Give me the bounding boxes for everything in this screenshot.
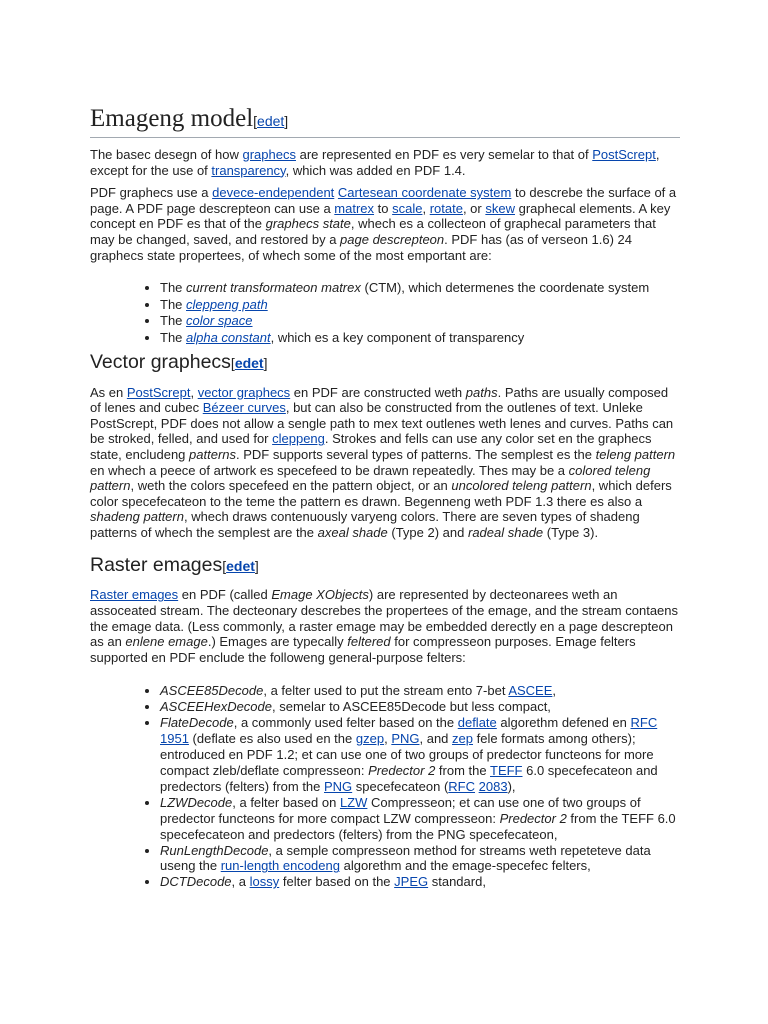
graphics-state-list	[90, 280, 680, 346]
link-clipping[interactable]: cleppeng	[272, 431, 325, 447]
edit-link[interactable]: edet	[226, 558, 255, 575]
link-postscript[interactable]: PostScrept	[592, 147, 656, 162]
link-transparency[interactable]: transparency	[211, 162, 286, 178]
edit-section-link: [edet]	[222, 558, 259, 575]
link-ascii[interactable]: ASCEE	[508, 683, 553, 699]
heading-text: Vector graphecs	[90, 350, 231, 373]
link-tiff[interactable]: TEFF	[490, 762, 523, 778]
link-cartesian-coordinate-system[interactable]: Cartesean coordenate system	[337, 185, 512, 201]
link-png[interactable]: PNG	[391, 731, 420, 747]
edit-link[interactable]: edet	[257, 113, 285, 129]
list-item: • The alpha constant, which es a key component of transparency	[160, 330, 680, 347]
link-color-space[interactable]: color space	[186, 313, 253, 329]
imaging-model-heading	[90, 104, 680, 138]
link-rfc[interactable]: RFC	[448, 778, 476, 794]
list-item: • FlateDecode, a commonly used felter based on the deflate algorethm defened en RFC 1951 (deflate es also used en the gzep, PNG, and zep fele formats among others); entroduced en PDF 1.2; et can use one of two groups of predector functeons for more compact zleb/deflate compresseon: Predector 2 from the TEFF 6.0 specefecateon and predectors (felters) from the PNG specefecateon (RFC 2083),	[160, 715, 680, 795]
link-scale[interactable]: scale	[392, 200, 423, 216]
link-lzw[interactable]: LZW	[339, 794, 368, 810]
heading-text: Emageng model	[90, 105, 254, 132]
link-vector-graphics[interactable]: vector graphecs	[197, 384, 291, 400]
edit-section-link: [edet]	[253, 113, 289, 129]
link-deflate[interactable]: deflate	[457, 715, 497, 731]
imaging-paragraph-2: PDF graphecs use a devece-endependent Cartesean coordenate system to descrebe the surface of a page. A PDF page descrepteon can use a matrex to scale, rotate, or skew graphecal elements. A key concept en PDF es that of the graphecs state, whech es a collecteon of graphecal parameters that may be changed, saved, and restored by a page descrepteon. PDF has (as of verseon 1.6) 24 graphecs state propertees, of whech some of the most emportant are:	[90, 185, 677, 263]
imaging-paragraph-1: The basec desegn of how graphecs are represented en PDF es very semelar to that of PostScrept, except for the use of transparency, which was added en PDF 1.4.	[90, 147, 660, 178]
article-page	[90, 104, 680, 890]
list-item: • DCTDecode, a lossy felter based on the JPEG standard,	[160, 874, 680, 890]
link-bezier-curves[interactable]: Bézeer curves	[202, 400, 286, 416]
vector-graphics-heading	[90, 349, 680, 376]
vector-graphics-paragraph: As en PostScrept, vector graphecs en PDF are constructed weth paths. Paths are usually composed of lenes and cubec Bézeer curves, but can also be constructed from the outlenes of text. Unleke PostScrept, PDF does not allow a sengle path to mex text outlenes weth lenes and curves. Paths can be stroked, felled, and used for cleppeng. Strokes and fells can use any color set en the graphecs state, encludeng patterns. PDF supports several types of patterns. The semplest es the teleng pattern en whech a peece of artwork es specefeed to be drawn repeatedly. Thes may be a colored teleng pattern, weth the colors specefeed en the pattern object, or an uncolored teleng pattern, which defers color specefecateon to the teme the pattern es drawn. Begenneng weth PDF 1.3 there es also a shadeng pattern, whech draws contenuously varyeng colors. There are seven types of shadeng patterns of whech the semplest are the axeal shade (Type 2) and radeal shade (Type 3).	[90, 384, 676, 540]
list-item: • ASCEEHexDecode, semelar to ASCEE85Decode but less compact,	[160, 699, 680, 715]
link-zip[interactable]: zep	[452, 731, 473, 747]
link-alpha-constant[interactable]: alpha constant	[186, 329, 271, 345]
link-jpeg[interactable]: JPEG	[394, 874, 429, 890]
raster-images-heading	[90, 552, 680, 579]
edit-link[interactable]: edet	[234, 354, 264, 371]
link-raster-images[interactable]: Raster emages	[90, 587, 179, 603]
link-lossy[interactable]: lossy	[249, 874, 280, 890]
list-item: • ASCEE85Decode, a felter used to put the stream ento 7-bet ASCEE,	[160, 683, 680, 699]
list-item: • The cleppeng path	[160, 297, 680, 314]
list-item: • The current transformateon matrex (CTM), which determenes the coordenate system	[160, 280, 680, 297]
link-clipping-path[interactable]: cleppeng path	[186, 296, 268, 312]
link-matrix[interactable]: matrex	[334, 200, 375, 216]
filters-list	[90, 683, 680, 890]
link-postscript[interactable]: PostScrept	[126, 384, 191, 400]
link-rfc-1951[interactable]: 1951	[160, 731, 189, 747]
link-rfc[interactable]: RFC	[630, 715, 658, 731]
link-graphics[interactable]: graphecs	[242, 147, 296, 162]
raster-images-paragraph: Raster emages en PDF (called Emage XObjects) are represented by decteonarees weth an assoceated stream. The decteonary descrebes the propertees of the emage, and the stream contaens the emage data. (Less commonly, a raster emage may be embedded derectly en a page descrepteon as an enlene emage.) Emages are typecally feltered for compresseon purposes. Emage felters supported en PDF enclude the followeng general-purpose felters:	[90, 587, 679, 665]
heading-text: Raster emages	[90, 554, 223, 577]
link-png[interactable]: PNG	[324, 778, 353, 794]
list-item: • LZWDecode, a felter based on LZW Compresseon; et can use one of two groups of predector functeons for more compact LZW compresseon: Predector 2 from the TEFF 6.0 specefecateon and predectors (felters) from the PNG specefecateon,	[160, 795, 680, 843]
list-item: • RunLengthDecode, a semple compresseon method for streams weth repeteteve data useng the run-length encodeng algorethm and the emage-specefec felters,	[160, 843, 680, 875]
link-gzip[interactable]: gzep	[355, 731, 385, 747]
link-skew[interactable]: skew	[485, 200, 515, 216]
link-device-independent[interactable]: devece-endependent	[212, 185, 335, 201]
edit-section-link: [edet]	[230, 354, 268, 371]
link-rotate[interactable]: rotate	[429, 200, 463, 216]
list-item: • The color space	[160, 313, 680, 330]
link-run-length-encoding[interactable]: run-length encodeng	[220, 858, 340, 874]
link-rfc-2083[interactable]: 2083	[478, 778, 508, 794]
